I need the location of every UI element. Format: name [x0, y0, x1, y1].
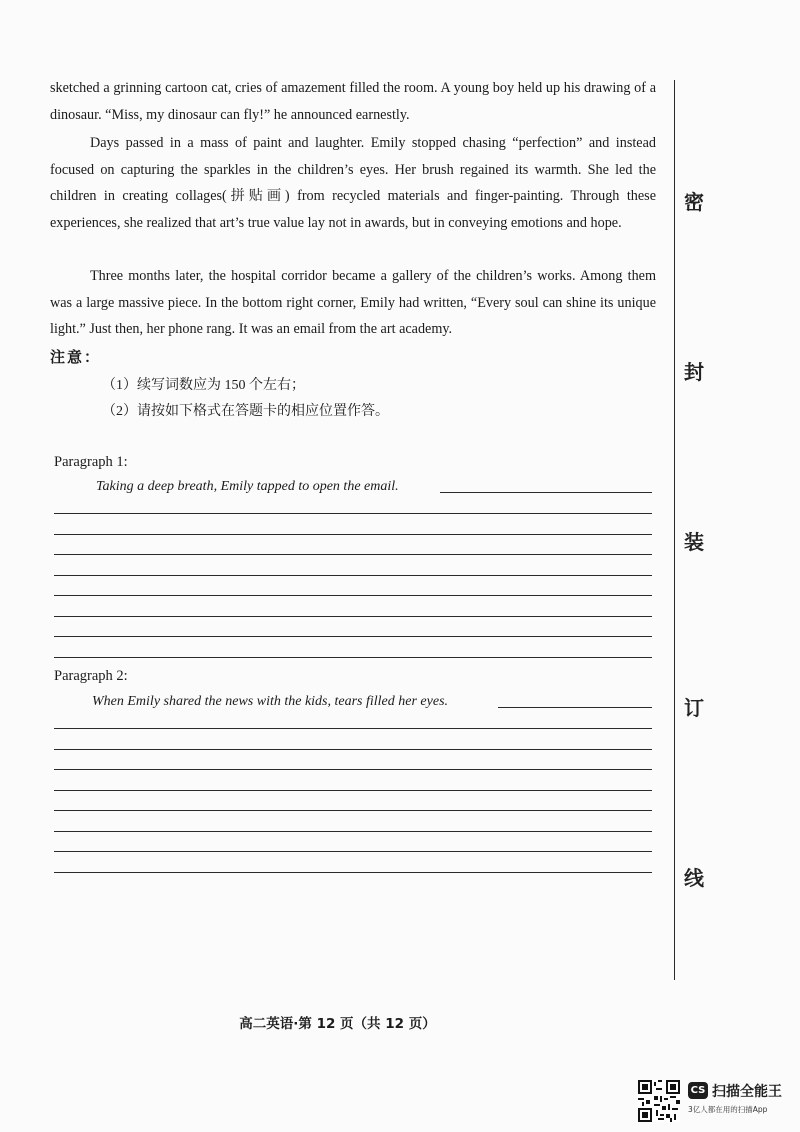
answer-line[interactable]	[54, 872, 652, 873]
answer-line[interactable]	[54, 831, 652, 832]
binding-line	[674, 80, 675, 980]
answer-line[interactable]	[54, 769, 652, 770]
paragraph-1-label: Paragraph 1:	[54, 454, 128, 470]
note-item-1: （1）续写词数应为 150 个左右；	[102, 378, 305, 393]
answer-line[interactable]	[54, 513, 652, 514]
answer-line[interactable]	[54, 728, 652, 729]
camscanner-logo-icon: CS	[688, 1082, 708, 1099]
answer-line[interactable]	[54, 534, 652, 535]
paragraph-2-writing-line[interactable]	[498, 707, 652, 708]
answer-line[interactable]	[54, 810, 652, 811]
answer-line[interactable]	[54, 657, 652, 658]
note-item-2: （2）请按如下格式在答题卡的相应位置作答。	[102, 404, 389, 419]
paragraph-1-prompt: Taking a deep breath, Emily tapped to open the email.	[96, 479, 399, 494]
answer-line[interactable]	[54, 749, 652, 750]
notes-title: 注意：	[50, 350, 102, 366]
binding-mark-xian: 线	[684, 866, 704, 890]
paragraph-2-label: Paragraph 2:	[54, 668, 128, 684]
answer-line[interactable]	[54, 595, 652, 596]
binding-mark-ding: 订	[684, 696, 704, 720]
scanner-brand-name: 扫描全能王	[712, 1084, 782, 1100]
page-footer: 高二英语·第 12 页（共 12 页）	[239, 1016, 436, 1032]
answer-line[interactable]	[54, 575, 652, 576]
answer-line[interactable]	[54, 616, 652, 617]
binding-mark-zhuang: 装	[684, 530, 704, 554]
scanner-brand-tagline: 3亿人都在用的扫描App	[688, 1105, 768, 1114]
qr-code-icon	[638, 1080, 680, 1122]
answer-line[interactable]	[54, 851, 652, 852]
paragraph-2-prompt: When Emily shared the news with the kids, tears filled her eyes.	[92, 694, 449, 709]
story-paragraph-1: sketched a grinning cartoon cat, cries of amazement filled the room. A young boy held up his drawing of a dinosaur. “Miss, my dinosaur can fly!” he announced earnestly.	[50, 80, 656, 123]
answer-line[interactable]	[54, 636, 652, 637]
paragraph-1-writing-line[interactable]	[440, 492, 652, 493]
answer-line[interactable]	[54, 790, 652, 791]
story-paragraph-2: Days passed in a mass of paint and laughter. Emily stopped chasing “perfection” and instead focused on capturing the sparkles in the children’s eyes. Her brush regained its warmth. She led the children in creating collages(拼贴画) from recycled materials and finger-painting. Through these experiences, she realized that art’s true value lay not in awards, but in conveying emotions and hope.	[50, 135, 656, 231]
answer-line[interactable]	[54, 554, 652, 555]
story-paragraph-3: Three months later, the hospital corridor became a gallery of the children’s works. Among them was a large massive piece. In the bottom right corner, Emily had written, “Every soul can shine its unique light.” Just then, her phone rang. It was an email from the art academy.	[50, 268, 656, 338]
binding-mark-feng: 封	[684, 360, 704, 384]
binding-mark-mi: 密	[684, 190, 704, 214]
